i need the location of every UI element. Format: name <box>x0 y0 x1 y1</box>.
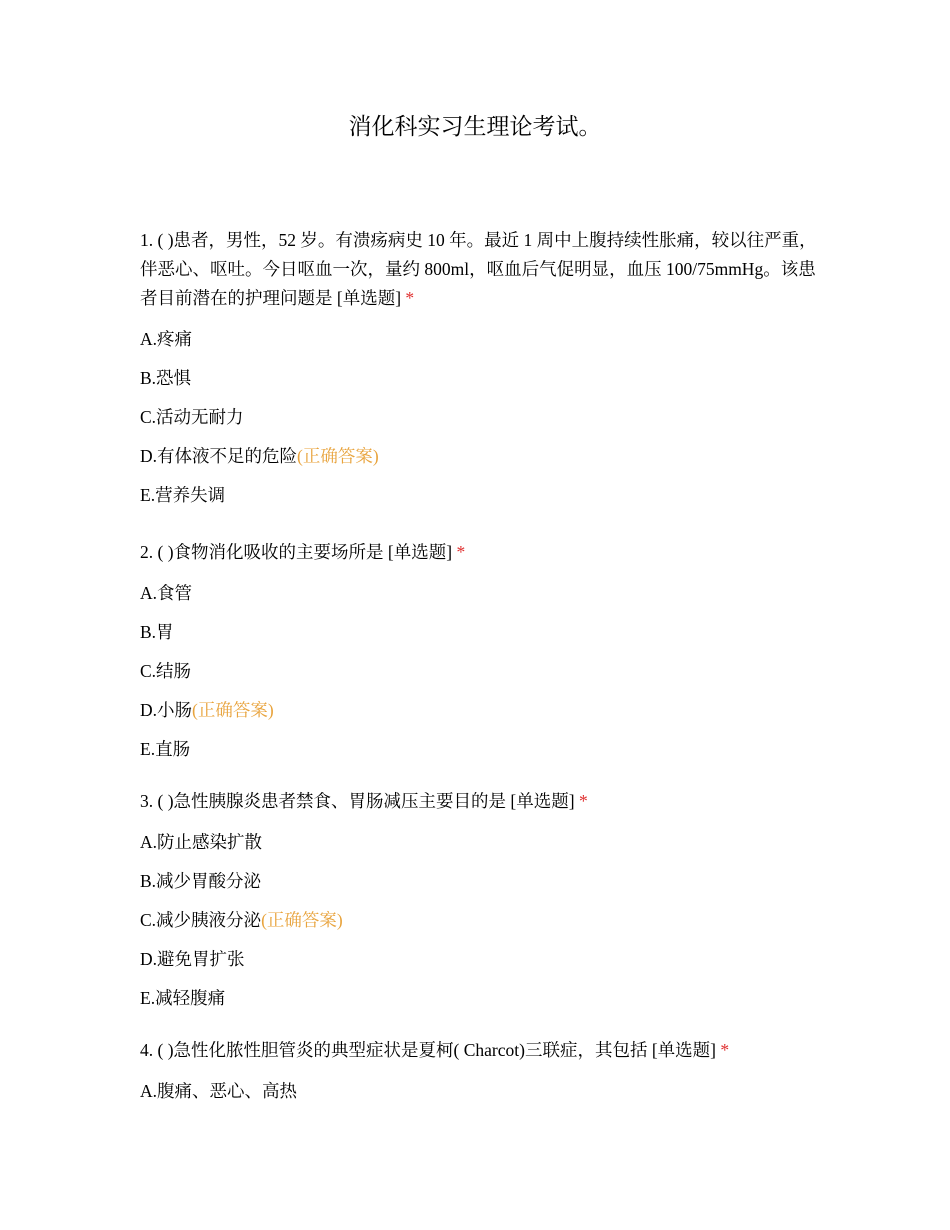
option-d[interactable]: D.避免胃扩张 <box>140 949 245 969</box>
required-mark: * <box>405 288 415 308</box>
question-3 <box>140 787 820 1025</box>
question-text <box>140 787 820 816</box>
option-list <box>140 1079 820 1118</box>
question-stem: 4. ( )急性化脓性胆管炎的典型症状是夏柯( Charcot)三联症，其包括 [单选题] <box>140 1040 716 1060</box>
question-4 <box>140 1036 820 1118</box>
question-stem: 2. ( )食物消化吸收的主要场所是 [单选题] <box>140 542 453 562</box>
option-d[interactable]: D.小肠(正确答案) <box>140 700 274 720</box>
required-mark: * <box>578 791 588 811</box>
option-a[interactable]: A.防止感染扩散 <box>140 832 263 852</box>
question-text <box>140 538 820 567</box>
question-text <box>140 226 820 313</box>
option-a[interactable]: A.食管 <box>140 583 193 603</box>
question-2 <box>140 538 820 776</box>
question-stem: 3. ( )急性胰腺炎患者禁食、胃肠减压主要目的是 [单选题] <box>140 791 575 811</box>
option-list <box>140 830 820 1025</box>
option-d[interactable]: D.有体液不足的危险(正确答案) <box>140 446 379 466</box>
option-e[interactable]: E.减轻腹痛 <box>140 988 226 1008</box>
correct-answer-label: (正确答案) <box>297 446 379 466</box>
option-a[interactable]: A.腹痛、恶心、高热 <box>140 1081 298 1101</box>
option-c[interactable]: C.减少胰液分泌(正确答案) <box>140 910 343 930</box>
question-1 <box>140 226 820 522</box>
required-mark: * <box>720 1040 730 1060</box>
option-b[interactable]: B.恐惧 <box>140 368 192 388</box>
option-b[interactable]: B.减少胃酸分泌 <box>140 871 262 891</box>
option-c[interactable]: C.结肠 <box>140 661 192 681</box>
option-e[interactable]: E.直肠 <box>140 739 191 759</box>
option-a[interactable]: A.疼痛 <box>140 329 193 349</box>
option-e[interactable]: E.营养失调 <box>140 485 226 505</box>
page-title: 消化科实习生理论考试。 <box>348 114 602 139</box>
option-list <box>140 327 820 522</box>
question-text <box>140 1036 820 1065</box>
option-c[interactable]: C.活动无耐力 <box>140 407 244 427</box>
required-mark: * <box>456 542 466 562</box>
correct-answer-label: (正确答案) <box>192 700 274 720</box>
option-list <box>140 581 820 776</box>
correct-answer-label: (正确答案) <box>261 910 343 930</box>
question-stem: 1. ( )患者，男性，52 岁。有溃疡病史 10 年。最近 1 周中上腹持续性胀痛，较以往严重，伴恶心、呕吐。今日呕血一次，量约 800ml，呕血后气促明显，血压 100/75mmHg。该患者目前潜在的护理问题是 [单选题] <box>140 230 817 308</box>
option-b[interactable]: B.胃 <box>140 622 174 642</box>
